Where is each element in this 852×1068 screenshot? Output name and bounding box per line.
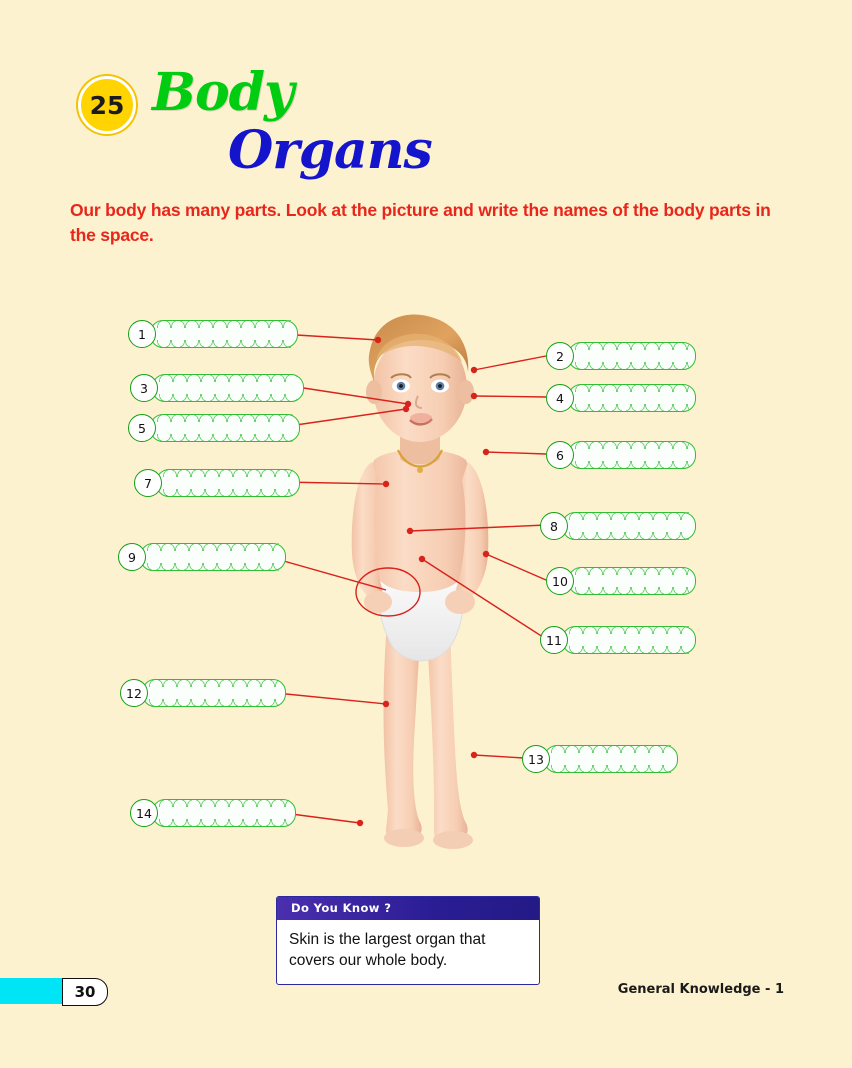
blank-number-14: 14 [130,799,158,827]
did-you-know-heading: Do You Know ? [277,897,539,920]
blank-number-5: 5 [128,414,156,442]
blank-line-10[interactable] [568,567,696,595]
blank-number-9: 9 [118,543,146,571]
answer-blank-14[interactable] [130,799,296,827]
blank-line-3[interactable] [152,374,304,402]
answer-blank-8[interactable] [540,512,696,540]
did-you-know-text: Skin is the largest organ that covers our whole body. [289,931,486,969]
blank-number-7: 7 [134,469,162,497]
blank-number-1: 1 [128,320,156,348]
child-photo [330,310,510,855]
answer-blank-2[interactable] [546,342,696,370]
blank-line-14[interactable] [152,799,296,827]
blank-number-8: 8 [540,512,568,540]
answer-blank-11[interactable] [540,626,696,654]
answer-blank-5[interactable] [128,414,300,442]
blank-line-8[interactable] [562,512,696,540]
blank-line-13[interactable] [544,745,678,773]
panel-edge-right [750,264,778,884]
blank-line-1[interactable] [150,320,298,348]
blank-line-7[interactable] [156,469,300,497]
blank-number-10: 10 [546,567,574,595]
instruction-text: Our body has many parts. Look at the picture and write the names of the body parts in the space. [70,200,771,246]
blank-line-6[interactable] [568,441,696,469]
blank-number-4: 4 [546,384,574,412]
answer-blank-7[interactable] [134,469,300,497]
answer-blank-12[interactable] [120,679,286,707]
blank-line-12[interactable] [142,679,286,707]
answer-blank-1[interactable] [128,320,298,348]
page-number: 30 [62,978,108,1006]
blank-line-5[interactable] [150,414,300,442]
panel-edge-left [74,264,102,884]
answer-blank-3[interactable] [130,374,304,402]
book-title: General Knowledge - 1 [617,982,784,997]
blank-number-11: 11 [540,626,568,654]
blank-line-4[interactable] [568,384,696,412]
blank-number-12: 12 [120,679,148,707]
blank-line-11[interactable] [562,626,696,654]
did-you-know-box [276,896,540,985]
page-title-line-2: Organs [228,120,432,181]
blank-line-9[interactable] [140,543,286,571]
answer-blank-10[interactable] [546,567,696,595]
answer-blank-4[interactable] [546,384,696,412]
answer-blank-9[interactable] [118,543,286,571]
answer-blank-6[interactable] [546,441,696,469]
blank-number-13: 13 [522,745,550,773]
blank-number-3: 3 [130,374,158,402]
blank-number-6: 6 [546,441,574,469]
chapter-number-badge: 25 [78,76,136,134]
page-title-line-1: Body [152,62,294,123]
answer-blank-13[interactable] [522,745,678,773]
blank-line-2[interactable] [568,342,696,370]
blank-number-2: 2 [546,342,574,370]
